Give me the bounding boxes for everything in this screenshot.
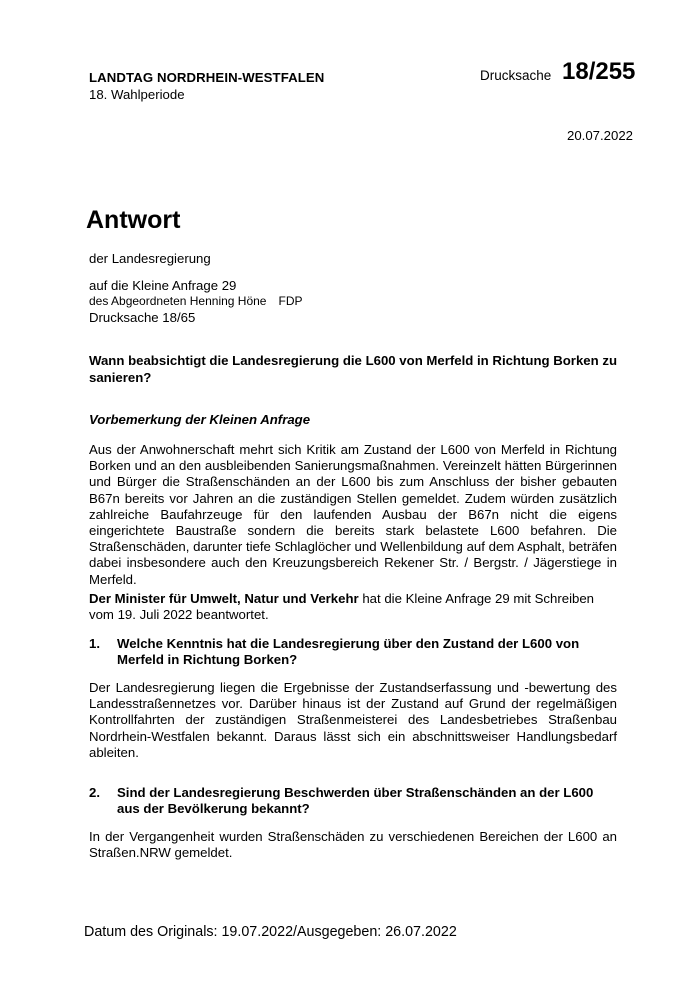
member-name: des Abgeordneten Henning Höne — [89, 294, 267, 308]
answer-2: In der Vergangenheit wurden Straßenschäden zu verschiedenen Bereichen der L600 an Straßen.NRW gemeldet. — [89, 829, 617, 861]
member-line — [89, 294, 302, 308]
answer-1: Der Landesregierung liegen die Ergebnisse der Zustandserfassung und -bewertung des Landesstraßennetzes vor. Darüber hinaus ist der Zustand auf Grund der regelmäßigen Kontrollfahrten der zuständigen Straßenmeisterei des Landesbetriebes Straßenbau Nordrhein-Westfalen bekannt. Daraus lässt sich ein abschnittsweiser Handlungsbedarf ableiten. — [89, 680, 617, 760]
document-date: 20.07.2022 — [566, 128, 633, 143]
footer-dates: Datum des Originals: 19.07.2022/Ausgegeben: 26.07.2022 — [84, 924, 457, 940]
question-number: 1. — [89, 636, 100, 651]
parliament-name: LANDTAG NORDRHEIN-WESTFALEN — [89, 70, 325, 85]
question-text: Sind der Landesregierung Beschwerden über Straßenschänden an der L600 aus der Bevölkerung bekannt? — [117, 785, 594, 817]
question-2 — [89, 785, 617, 817]
question-number: 2. — [89, 785, 100, 800]
electoral-period: 18. Wahlperiode — [89, 87, 185, 102]
preliminary-text: Aus der Anwohnerschaft mehrt sich Kritik am Zustand der L600 von Merfeld in Richtung Borken und an den ausbleibenden Sanierungsmaßnahmen. Vereinzelt hätten Bürgerinnen und Bürger die Straßenschänden an der L600 bis zum Anschluss der bisher gebauten B67n bereits vor Jahren an die zuständigen Stellen gemeldet. Zudem würden zusätzlich zahlreiche Baufahrzeuge für den laufenden Ausbau der B67n nicht die eigens eingerichtete Baustraße sondern die bereits stark belastete L600 befahren. Die Straßenschäden, darunter tiefe Schlaglöcher und Wellenbildung auf dem Asphalt, beträfen dabei insbesondere auch den Kreuzungsbereich Rekener Str. / Bergstr. / Jägerstiege in Merfeld. — [89, 442, 617, 587]
question-1 — [89, 636, 617, 668]
query-line: auf die Kleine Anfrage 29 — [89, 278, 237, 293]
preliminary-heading: Vorbemerkung der Kleinen Anfrage — [89, 412, 311, 427]
page-title: Antwort — [86, 206, 181, 234]
government-line: der Landesregierung — [89, 251, 211, 266]
question-text: Welche Kenntnis hat die Landesregierung über den Zustand der L600 von Merfeld in Richtung Borken? — [117, 636, 580, 668]
question-title: Wann beabsichtigt die Landesregierung die L600 von Merfeld in Richtung Borken zu sanieren? — [89, 353, 617, 385]
party-label: FDP — [278, 294, 303, 308]
minister-name: Der Minister für Umwelt, Natur und Verkehr — [89, 591, 359, 606]
drucksache-number: 18/255 — [562, 58, 636, 85]
minister-statement — [89, 591, 617, 623]
reference-line: Drucksache 18/65 — [89, 310, 196, 325]
minister-text: hat die Kleine Anfrage 29 mit Schreiben vom 19. Juli 2022 beantwortet. — [89, 591, 594, 623]
drucksache-label: Drucksache — [480, 68, 552, 83]
